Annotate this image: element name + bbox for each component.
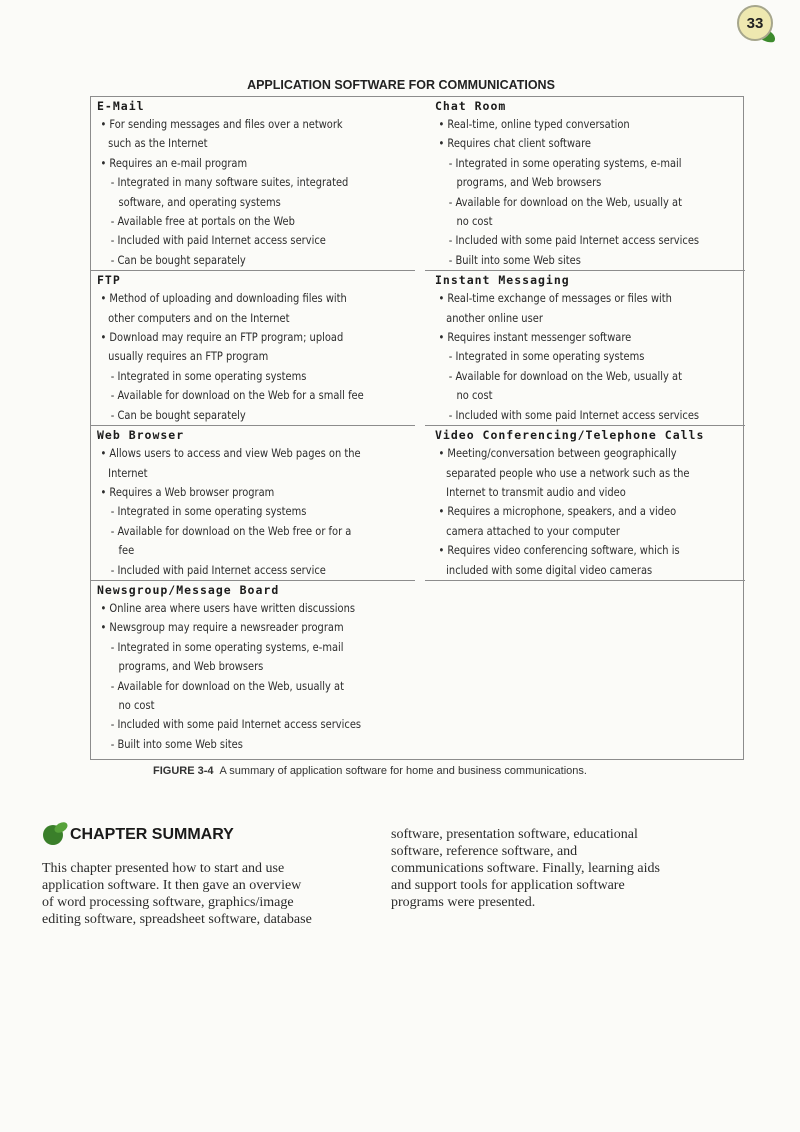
- chapter-summary-paragraph-right: [391, 826, 660, 911]
- bullet-item: • For sending messages and files over a network: [100, 117, 343, 131]
- bullet-item: • Allows users to access and view Web pages on the: [100, 446, 361, 461]
- bullet-item: - Built into some Web sites: [448, 252, 581, 267]
- chapter-summary-paragraph-left: [42, 860, 372, 928]
- left-column: [97, 97, 415, 754]
- bullet-item: - Integrated in many software suites, integrated: [110, 175, 349, 190]
- summary-line: and support tools for application software: [391, 878, 625, 893]
- right-column: [435, 97, 741, 581]
- bullet-continuation: camera attached to your computer: [446, 523, 620, 538]
- section-heading: Chat Room: [435, 99, 507, 113]
- page-number: 33: [737, 5, 773, 41]
- bullet-item: - Can be bought separately: [110, 407, 246, 422]
- bullet-continuation: Internet to transmit audio and video: [446, 484, 626, 499]
- leaf-bullet-icon: [42, 823, 68, 847]
- bullet-item: • Real-time exchange of messages or files with: [438, 291, 672, 306]
- bullet-item: • Requires video conferencing software, which is: [438, 543, 680, 558]
- bullet-continuation: included with some digital video cameras: [446, 562, 653, 577]
- page-number-badge: [734, 4, 778, 46]
- bullet-item: - Available for download on the Web free or for a: [110, 523, 352, 538]
- bullet-item: - Available for download on the Web, usually at: [110, 678, 344, 693]
- bullet-item: • Requires a Web browser program: [100, 484, 275, 499]
- bullet-item: - Included with some paid Internet access services: [448, 407, 700, 422]
- bullet-item: - Available for download on the Web, usually at: [448, 368, 682, 383]
- bullet-item: • Download may require an FTP program; upload: [100, 330, 344, 345]
- bullet-continuation: Internet: [108, 465, 148, 480]
- bullet-continuation: separated people who use a network such as the: [446, 465, 690, 480]
- bullet-item: - Included with paid Internet access service: [110, 562, 326, 577]
- chapter-summary-title: CHAPTER SUMMARY: [70, 826, 234, 843]
- summary-line: This chapter presented how to start and use: [42, 861, 285, 876]
- bullet-item: • Method of uploading and downloading files with: [100, 291, 347, 306]
- bullet-item: - Integrated in some operating systems, e-mail: [448, 155, 682, 170]
- bullet-item: - Integrated in some operating systems, e-mail: [110, 639, 344, 654]
- chapter-summary-section: [42, 820, 372, 928]
- bullet-item: - Available free at portals on the Web: [110, 214, 295, 229]
- bullet-item: - Integrated in some operating systems: [448, 349, 645, 364]
- section-heading: E-Mail: [97, 99, 145, 113]
- section-heading: Video Conferencing/Telephone Calls: [435, 428, 705, 443]
- bullet-item: - Can be bought separately: [110, 252, 246, 267]
- section-heading: Instant Messaging: [435, 273, 570, 288]
- bullet-continuation: another online user: [446, 310, 543, 325]
- bullet-item: - Built into some Web sites: [110, 736, 243, 751]
- bullet-continuation: no cost: [118, 697, 155, 712]
- bullet-continuation: usually requires an FTP program: [108, 349, 269, 364]
- section-heading: Newsgroup/Message Board: [97, 582, 280, 597]
- bullet-item: • Requires chat client software: [438, 136, 592, 151]
- bullet-item: • Newsgroup may require a newsreader program: [100, 620, 344, 635]
- bullet-item: - Included with some paid Internet access services: [448, 233, 700, 248]
- summary-line: communications software. Finally, learning aids: [391, 861, 660, 876]
- table-title: APPLICATION SOFTWARE FOR COMMUNICATIONS: [247, 78, 555, 92]
- figure-caption: [153, 765, 587, 777]
- bullet-item: • Requires an e-mail program: [100, 155, 248, 170]
- figure-caption-text: A summary of application software for home and business communications.: [219, 765, 587, 777]
- bullet-continuation: programs, and Web browsers: [456, 175, 602, 190]
- figure-label: FIGURE 3-4: [153, 765, 214, 777]
- bullet-item: - Integrated in some operating systems: [110, 368, 307, 383]
- bullet-item: - Included with paid Internet access service: [110, 233, 326, 248]
- bullet-item: • Requires a microphone, speakers, and a video: [438, 504, 677, 519]
- bullet-item: - Available for download on the Web for a small fee: [110, 388, 364, 403]
- bullet-item: • Requires instant messenger software: [438, 330, 632, 345]
- bullet-continuation: other computers and on the Internet: [108, 310, 290, 325]
- summary-line: of word processing software, graphics/image: [42, 895, 294, 910]
- bullet-item: - Integrated in some operating systems: [110, 504, 307, 519]
- bullet-continuation: software, and operating systems: [118, 194, 281, 209]
- bullet-item: - Included with some paid Internet access services: [110, 717, 362, 732]
- bullet-continuation: no cost: [456, 388, 493, 403]
- bullet-continuation: such as the Internet: [108, 136, 208, 151]
- section-heading: FTP: [97, 273, 121, 288]
- bullet-continuation: no cost: [456, 214, 493, 229]
- summary-line: programs were presented.: [391, 895, 536, 910]
- communications-summary-table: [90, 96, 744, 760]
- summary-line: application software. It then gave an overview: [42, 878, 302, 893]
- section-divider: [425, 580, 745, 581]
- summary-line: software, presentation software, educational: [391, 827, 638, 842]
- section-heading: Web Browser: [97, 428, 185, 443]
- bullet-item: • Meeting/conversation between geographically: [438, 446, 677, 461]
- bullet-continuation: fee: [118, 543, 135, 558]
- bullet-continuation: programs, and Web browsers: [118, 659, 264, 674]
- chapter-summary-heading: [42, 820, 372, 850]
- bullet-item: • Real-time, online typed conversation: [438, 117, 630, 131]
- summary-line: software, reference software, and: [391, 844, 578, 859]
- summary-line: editing software, spreadsheet software, database: [42, 912, 312, 927]
- bullet-item: • Online area where users have written discussions: [100, 600, 356, 615]
- bullet-item: - Available for download on the Web, usually at: [448, 194, 682, 209]
